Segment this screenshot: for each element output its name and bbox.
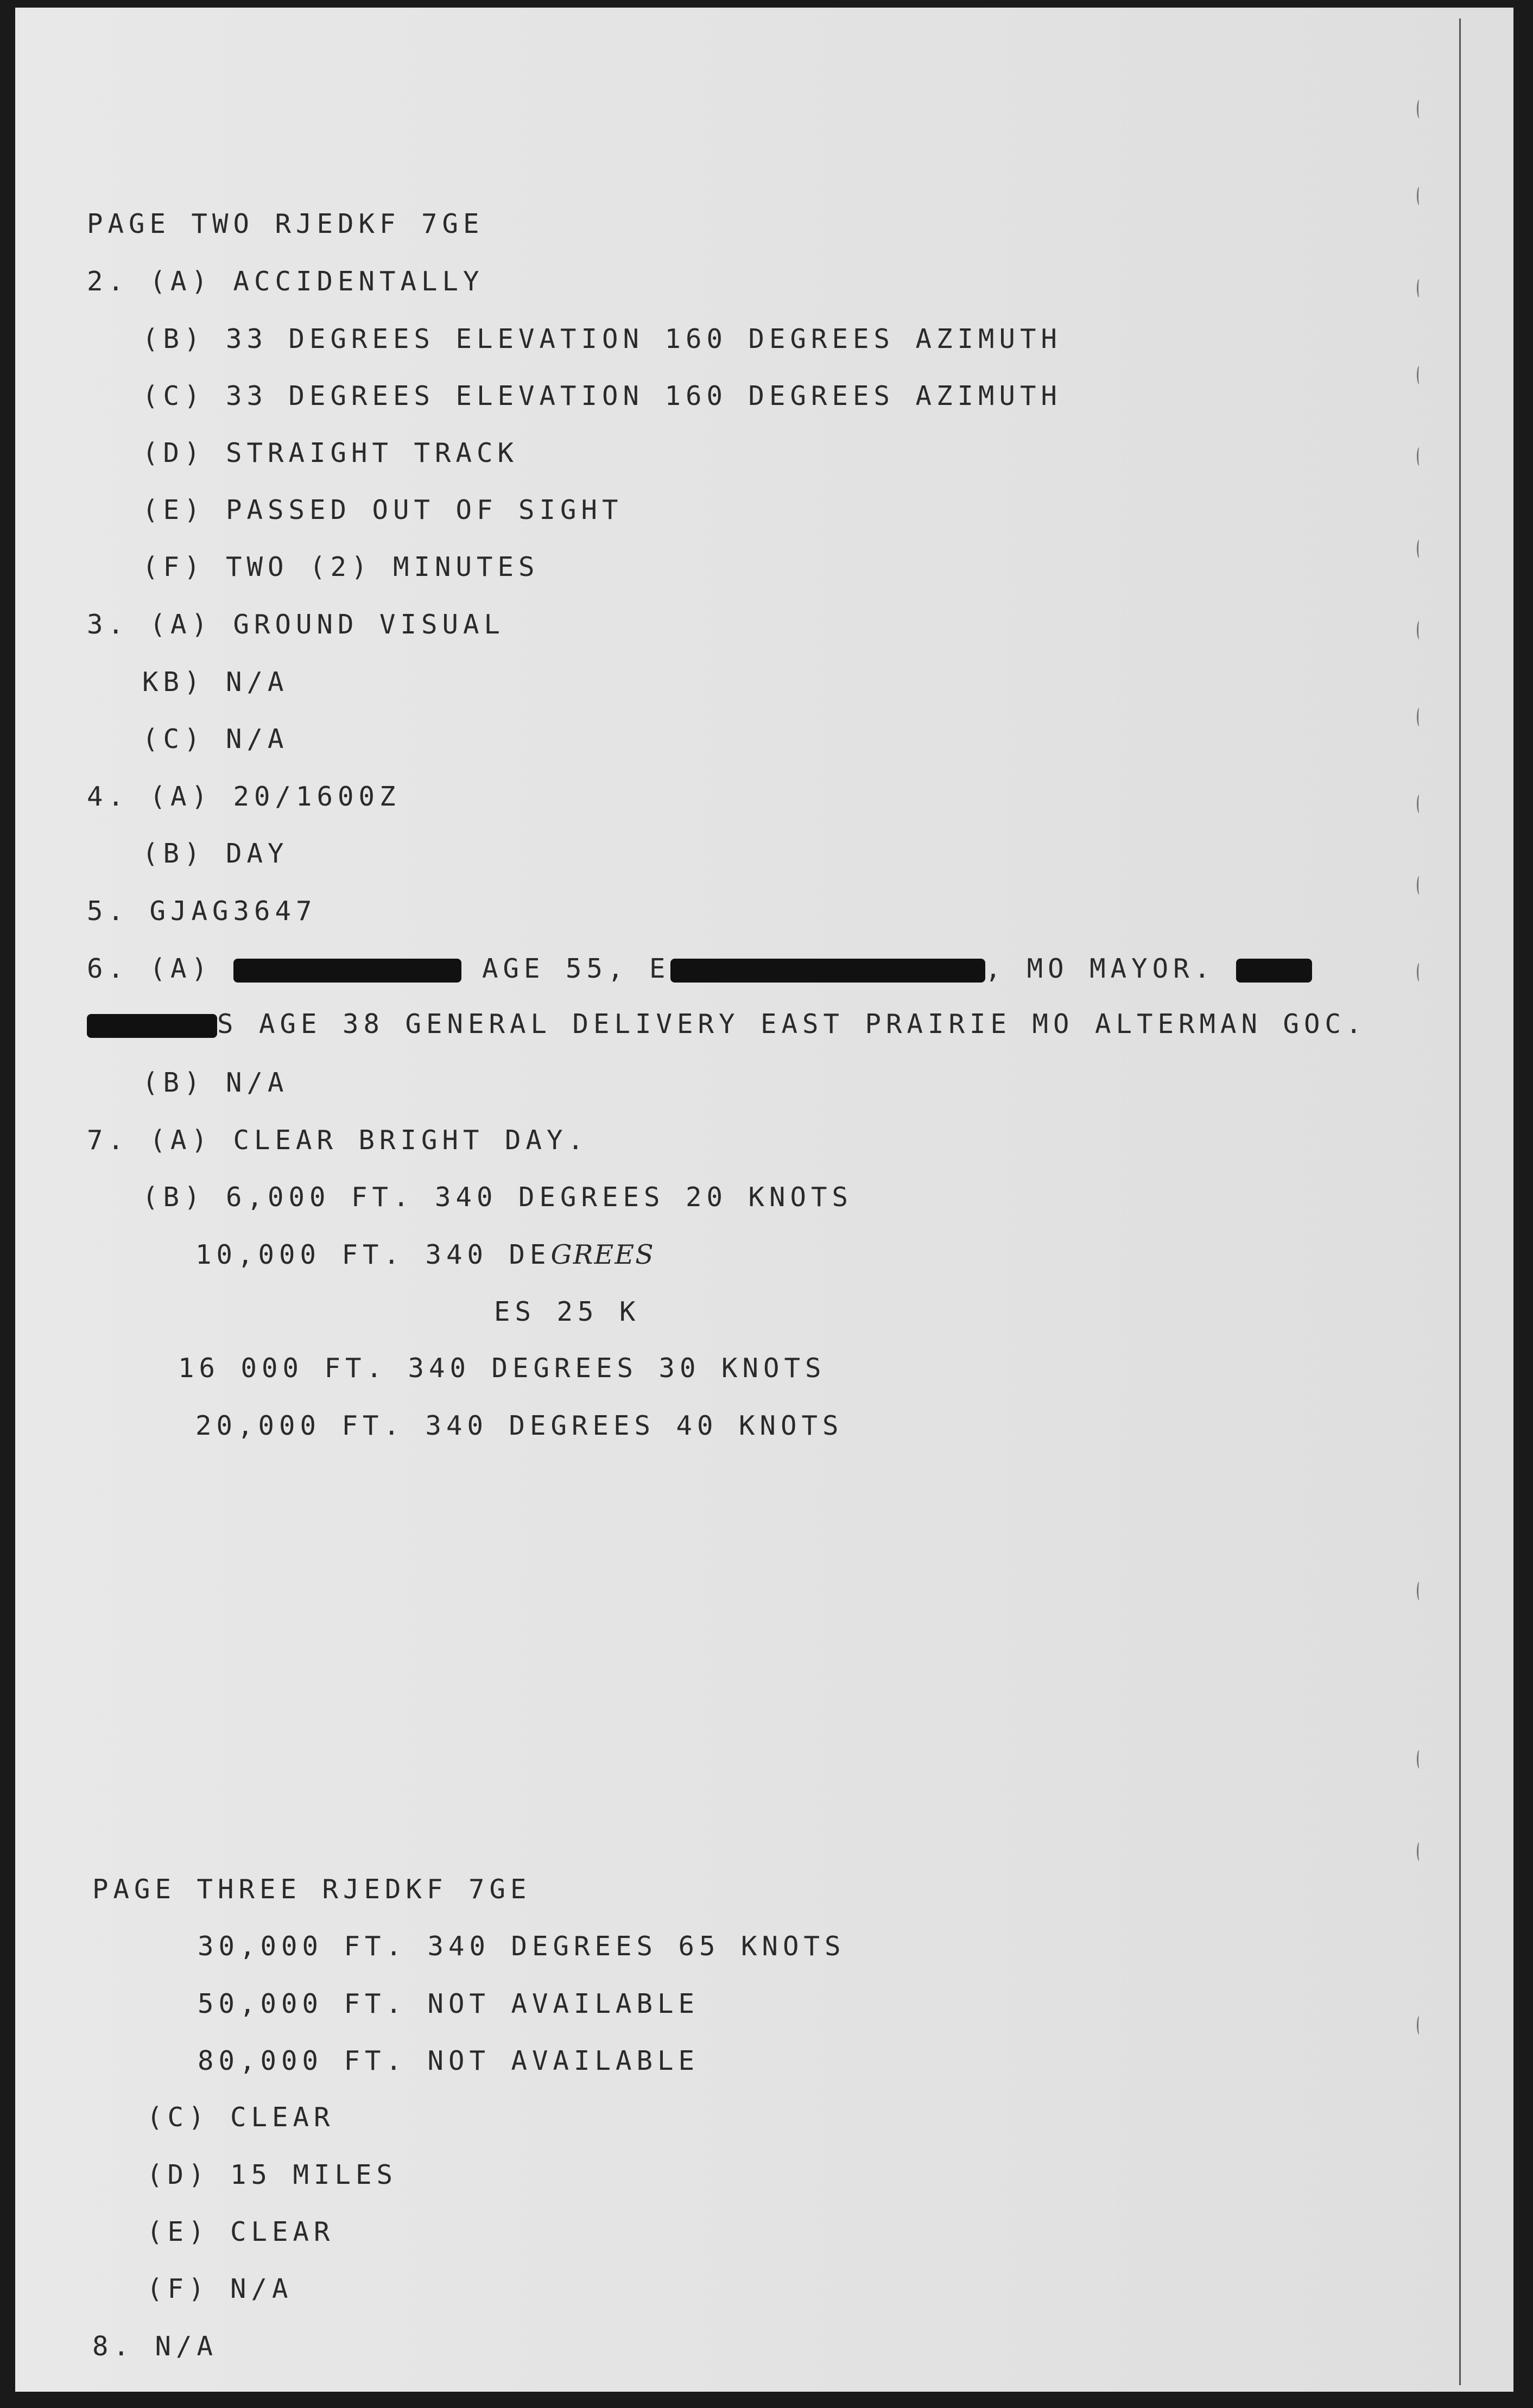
item-2e: (E) PASSED OUT OF SIGHT bbox=[142, 495, 623, 525]
margin-mark bbox=[1417, 2016, 1422, 2035]
item-7e: (E) CLEAR bbox=[147, 2216, 335, 2247]
margin-mark bbox=[1417, 279, 1422, 297]
item-2d: (D) STRAIGHT TRACK bbox=[142, 438, 519, 468]
page-three-header: PAGE THREE RJEDKF 7GE bbox=[92, 1874, 531, 1905]
item-6a-age: AGE 55, E bbox=[482, 953, 670, 984]
item-7d: (D) 15 MILES bbox=[147, 2159, 398, 2190]
item-5: 5. GJAG3647 bbox=[87, 896, 317, 927]
margin-mark bbox=[1417, 621, 1422, 639]
page-two-header: PAGE TWO RJEDKF 7GE bbox=[87, 208, 484, 239]
item-2f: (F) TWO (2) MINUTES bbox=[142, 552, 540, 582]
redaction bbox=[87, 1014, 217, 1038]
item-3a: 3. (A) GROUND VISUAL bbox=[87, 609, 505, 640]
redaction bbox=[1236, 959, 1312, 983]
item-3b: KB) N/A bbox=[142, 667, 289, 698]
item-7b-20000: 20,000 FT. 340 DEGREES 40 KNOTS bbox=[195, 1410, 844, 1441]
item-7c: (C) CLEAR bbox=[147, 2102, 335, 2133]
item-7f: (F) N/A bbox=[147, 2273, 293, 2304]
margin-mark bbox=[1417, 540, 1422, 558]
item-6a-suffix: , MO MAYOR. bbox=[985, 953, 1215, 984]
margin-mark bbox=[1417, 876, 1422, 895]
page-edge bbox=[1459, 18, 1465, 2385]
item-8: 8. N/A bbox=[92, 2331, 218, 2362]
item-6a bbox=[87, 955, 1312, 983]
margin-mark bbox=[1417, 708, 1422, 726]
item-3c: (C) N/A bbox=[142, 724, 289, 755]
item-7b-16000: 16 000 FT. 340 DEGREES 30 KNOTS bbox=[178, 1353, 826, 1384]
winds-50000: 50,000 FT. NOT AVAILABLE bbox=[198, 1988, 700, 2019]
margin-mark bbox=[1417, 1842, 1422, 1861]
item-2a: 2. (A) ACCIDENTALLY bbox=[87, 266, 484, 297]
margin-mark bbox=[1417, 100, 1422, 118]
item-4b: (B) DAY bbox=[142, 838, 289, 869]
item-7b-6000: (B) 6,000 FT. 340 DEGREES 20 KNOTS bbox=[142, 1182, 853, 1213]
margin-mark bbox=[1417, 366, 1422, 384]
winds-30000: 30,000 FT. 340 DEGREES 65 KNOTS bbox=[198, 1931, 846, 1962]
margin-mark bbox=[1417, 1750, 1422, 1769]
winds-80000: 80,000 FT. NOT AVAILABLE bbox=[198, 2045, 700, 2076]
item-2b: (B) 33 DEGREES ELEVATION 160 DEGREES AZIMUTH bbox=[142, 324, 1062, 354]
item-4a: 4. (A) 20/1600Z bbox=[87, 781, 401, 812]
item-6a-line2-text: S AGE 38 GENERAL DELIVERY EAST PRAIRIE MO ALTERMAN GOC. bbox=[217, 1009, 1367, 1040]
margin-mark bbox=[1417, 795, 1422, 813]
redaction bbox=[233, 959, 461, 983]
item-6b: (B) N/A bbox=[142, 1067, 289, 1098]
item-2c: (C) 33 DEGREES ELEVATION 160 DEGREES AZIMUTH bbox=[142, 381, 1062, 411]
margin-mark bbox=[1417, 963, 1422, 981]
margin-mark bbox=[1417, 187, 1422, 205]
item-7b-10000-typed: 10,000 FT. 340 DE bbox=[195, 1239, 551, 1270]
item-6a-line2 bbox=[87, 1011, 1367, 1038]
redaction bbox=[670, 959, 985, 983]
handwritten-correction: GREES bbox=[550, 1239, 655, 1270]
item-7b-overtype: ES 25 K bbox=[494, 1296, 641, 1327]
item-6a-prefix: 6. (A) bbox=[87, 953, 213, 984]
item-7b-10000 bbox=[195, 1241, 655, 1268]
margin-mark bbox=[1417, 1582, 1422, 1600]
item-7a: 7. (A) CLEAR BRIGHT DAY. bbox=[87, 1125, 589, 1156]
margin-mark bbox=[1417, 447, 1422, 466]
